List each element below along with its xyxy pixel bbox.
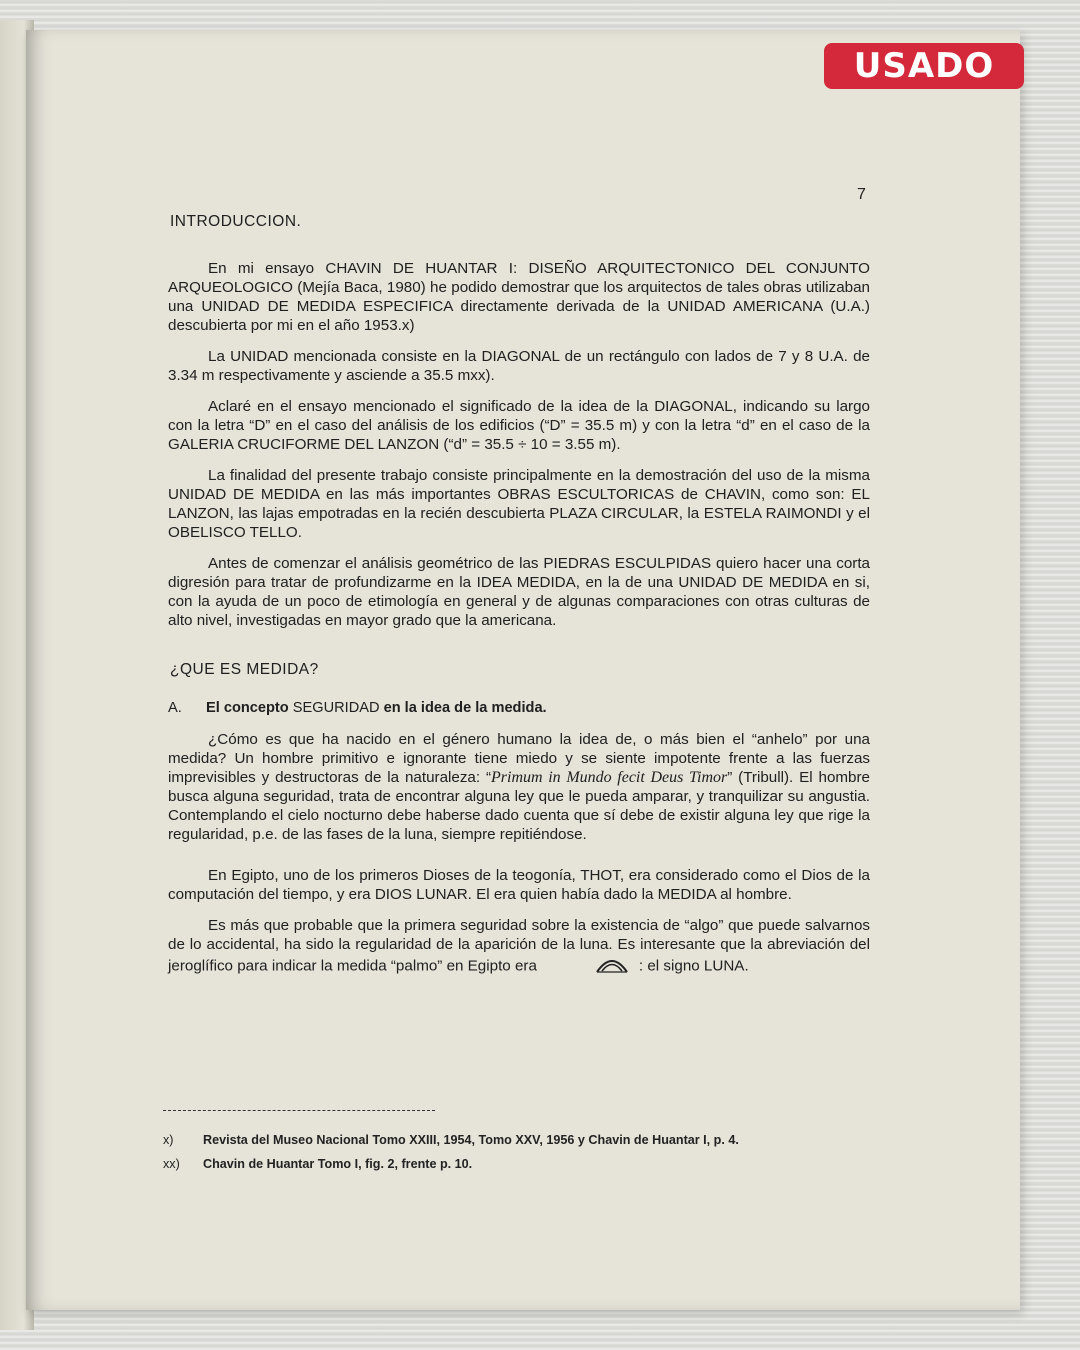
footnote	[163, 1128, 863, 1152]
paragraph-3: Aclaré en el ensayo mencionado el significado de la idea de la DIAGONAL, indicando su largo con la letra “D” en el caso del análisis de los edificios (“D” = 35.5 m) y con la letra “d” en el caso de la GALERIA CRUCIFORME DEL LANZON (“d” = 35.5 ÷ 10 = 3.55 m).	[168, 398, 870, 453]
section-caps: SEGURIDAD	[292, 700, 380, 716]
paragraph-a1	[168, 730, 870, 844]
para-a3-before: Es más que probable que la primera seguridad sobre la existencia de “algo” que puede salvarnos de lo accidental, ha sido la regularidad de la aparición de la luna. Es interesante que la abreviación del jeroglífico para indicar la medida “palmo” en Egipto era	[168, 917, 870, 975]
page-text	[168, 212, 870, 991]
footnote-mark: x)	[163, 1133, 174, 1147]
intro-heading: INTRODUCCION.	[170, 213, 302, 230]
page-number: 7	[857, 186, 866, 203]
para-a3-after: : el signo LUNA.	[638, 957, 749, 975]
para-a1-after: ” (Tribull). El hombre busca alguna seguridad, trata de encontrar alguna ley que le pueda amparar, y tranquilizar su angustia. Contemplando el cielo nocturno debe haberse dado cuenta que sí debe de existir alguna ley que rige la regularidad, p.e. de las fases de la luna, siempre repitiéndose.	[168, 769, 870, 843]
moon-hieroglyph-icon	[555, 954, 629, 979]
para-a1-before: ¿Cómo es que ha nacido en el género humano la idea de, o más bien el “anhelo” por una medida? Un hombre primitivo e ignorante tiene miedo y se siente impotente frente a las fuerzas imprevisibles y destructoras de la naturaleza: “	[168, 731, 870, 786]
section-a-heading	[168, 699, 870, 718]
footnotes	[163, 1128, 863, 1176]
paragraph-a2: En Egipto, uno de los primeros Dioses de la teogonía, THOT, era considerado como el Dios de la computación del tiempo, y era DIOS LUNAR. El era quien había dado la MEDIDA al hombre.	[168, 867, 870, 903]
question-heading: ¿QUE ES MEDIDA?	[170, 661, 319, 678]
paragraph-4: La finalidad del presente trabajo consiste principalmente en la demostración del uso de la misma UNIDAD DE MEDIDA en las más importantes OBRAS ESCULTORICAS de CHAVIN, como son: EL LANZON, las lajas empotradas en la recién descubierta PLAZA CIRCULAR, la ESTELA RAIMONDI y el OBELISCO TELLO.	[168, 467, 870, 541]
latin-quote: Primum in Mundo fecit Deus Timor	[491, 769, 728, 786]
section-rest: en la idea de la medida.	[379, 700, 547, 716]
paragraph-1: En mi ensayo CHAVIN DE HUANTAR I: DISEÑO ARQUITECTONICO DEL CONJUNTO ARQUEOLOGICO (Mejía Baca, 1980) he podido demostrar que los arquitectos de tales obras utilizaban una UNIDAD DE MEDIDA ESPECIFICA directamente derivada de la UNIDAD AMERICANA (U.A.) descubierta por mi en el año 1953.x)	[168, 260, 870, 334]
footnote-divider	[163, 1110, 435, 1111]
footnote-mark: xx)	[163, 1157, 180, 1171]
section-letter: A.	[168, 700, 182, 716]
section-prefix: El concepto	[206, 700, 293, 716]
paragraph-5: Antes de comenzar el análisis geométrico de las PIEDRAS ESCULPIDAS quiero hacer una corta digresión para tratar de profundizarme en la IDEA MEDIDA, en la de una UNIDAD DE MEDIDA en si, con la ayuda de un poco de etimología en general y de algunas comparaciones con otras culturas de alto nivel, investigadas en mayor grado que la americana.	[168, 555, 870, 629]
footnote-text: Chavin de Huantar Tomo I, fig. 2, frente p. 10.	[203, 1157, 473, 1171]
used-badge: USADO	[824, 43, 1024, 89]
paragraph-a3	[168, 916, 870, 979]
footnote	[163, 1152, 863, 1176]
paragraph-2: La UNIDAD mencionada consiste en la DIAGONAL de un rectángulo con lados de 7 y 8 U.A. de 3.34 m respectivamente y asciende a 35.5 mxx).	[168, 348, 870, 384]
footnote-text: Revista del Museo Nacional Tomo XXIII, 1954, Tomo XXV, 1956 y Chavin de Huantar I, p. 4.	[203, 1133, 739, 1147]
